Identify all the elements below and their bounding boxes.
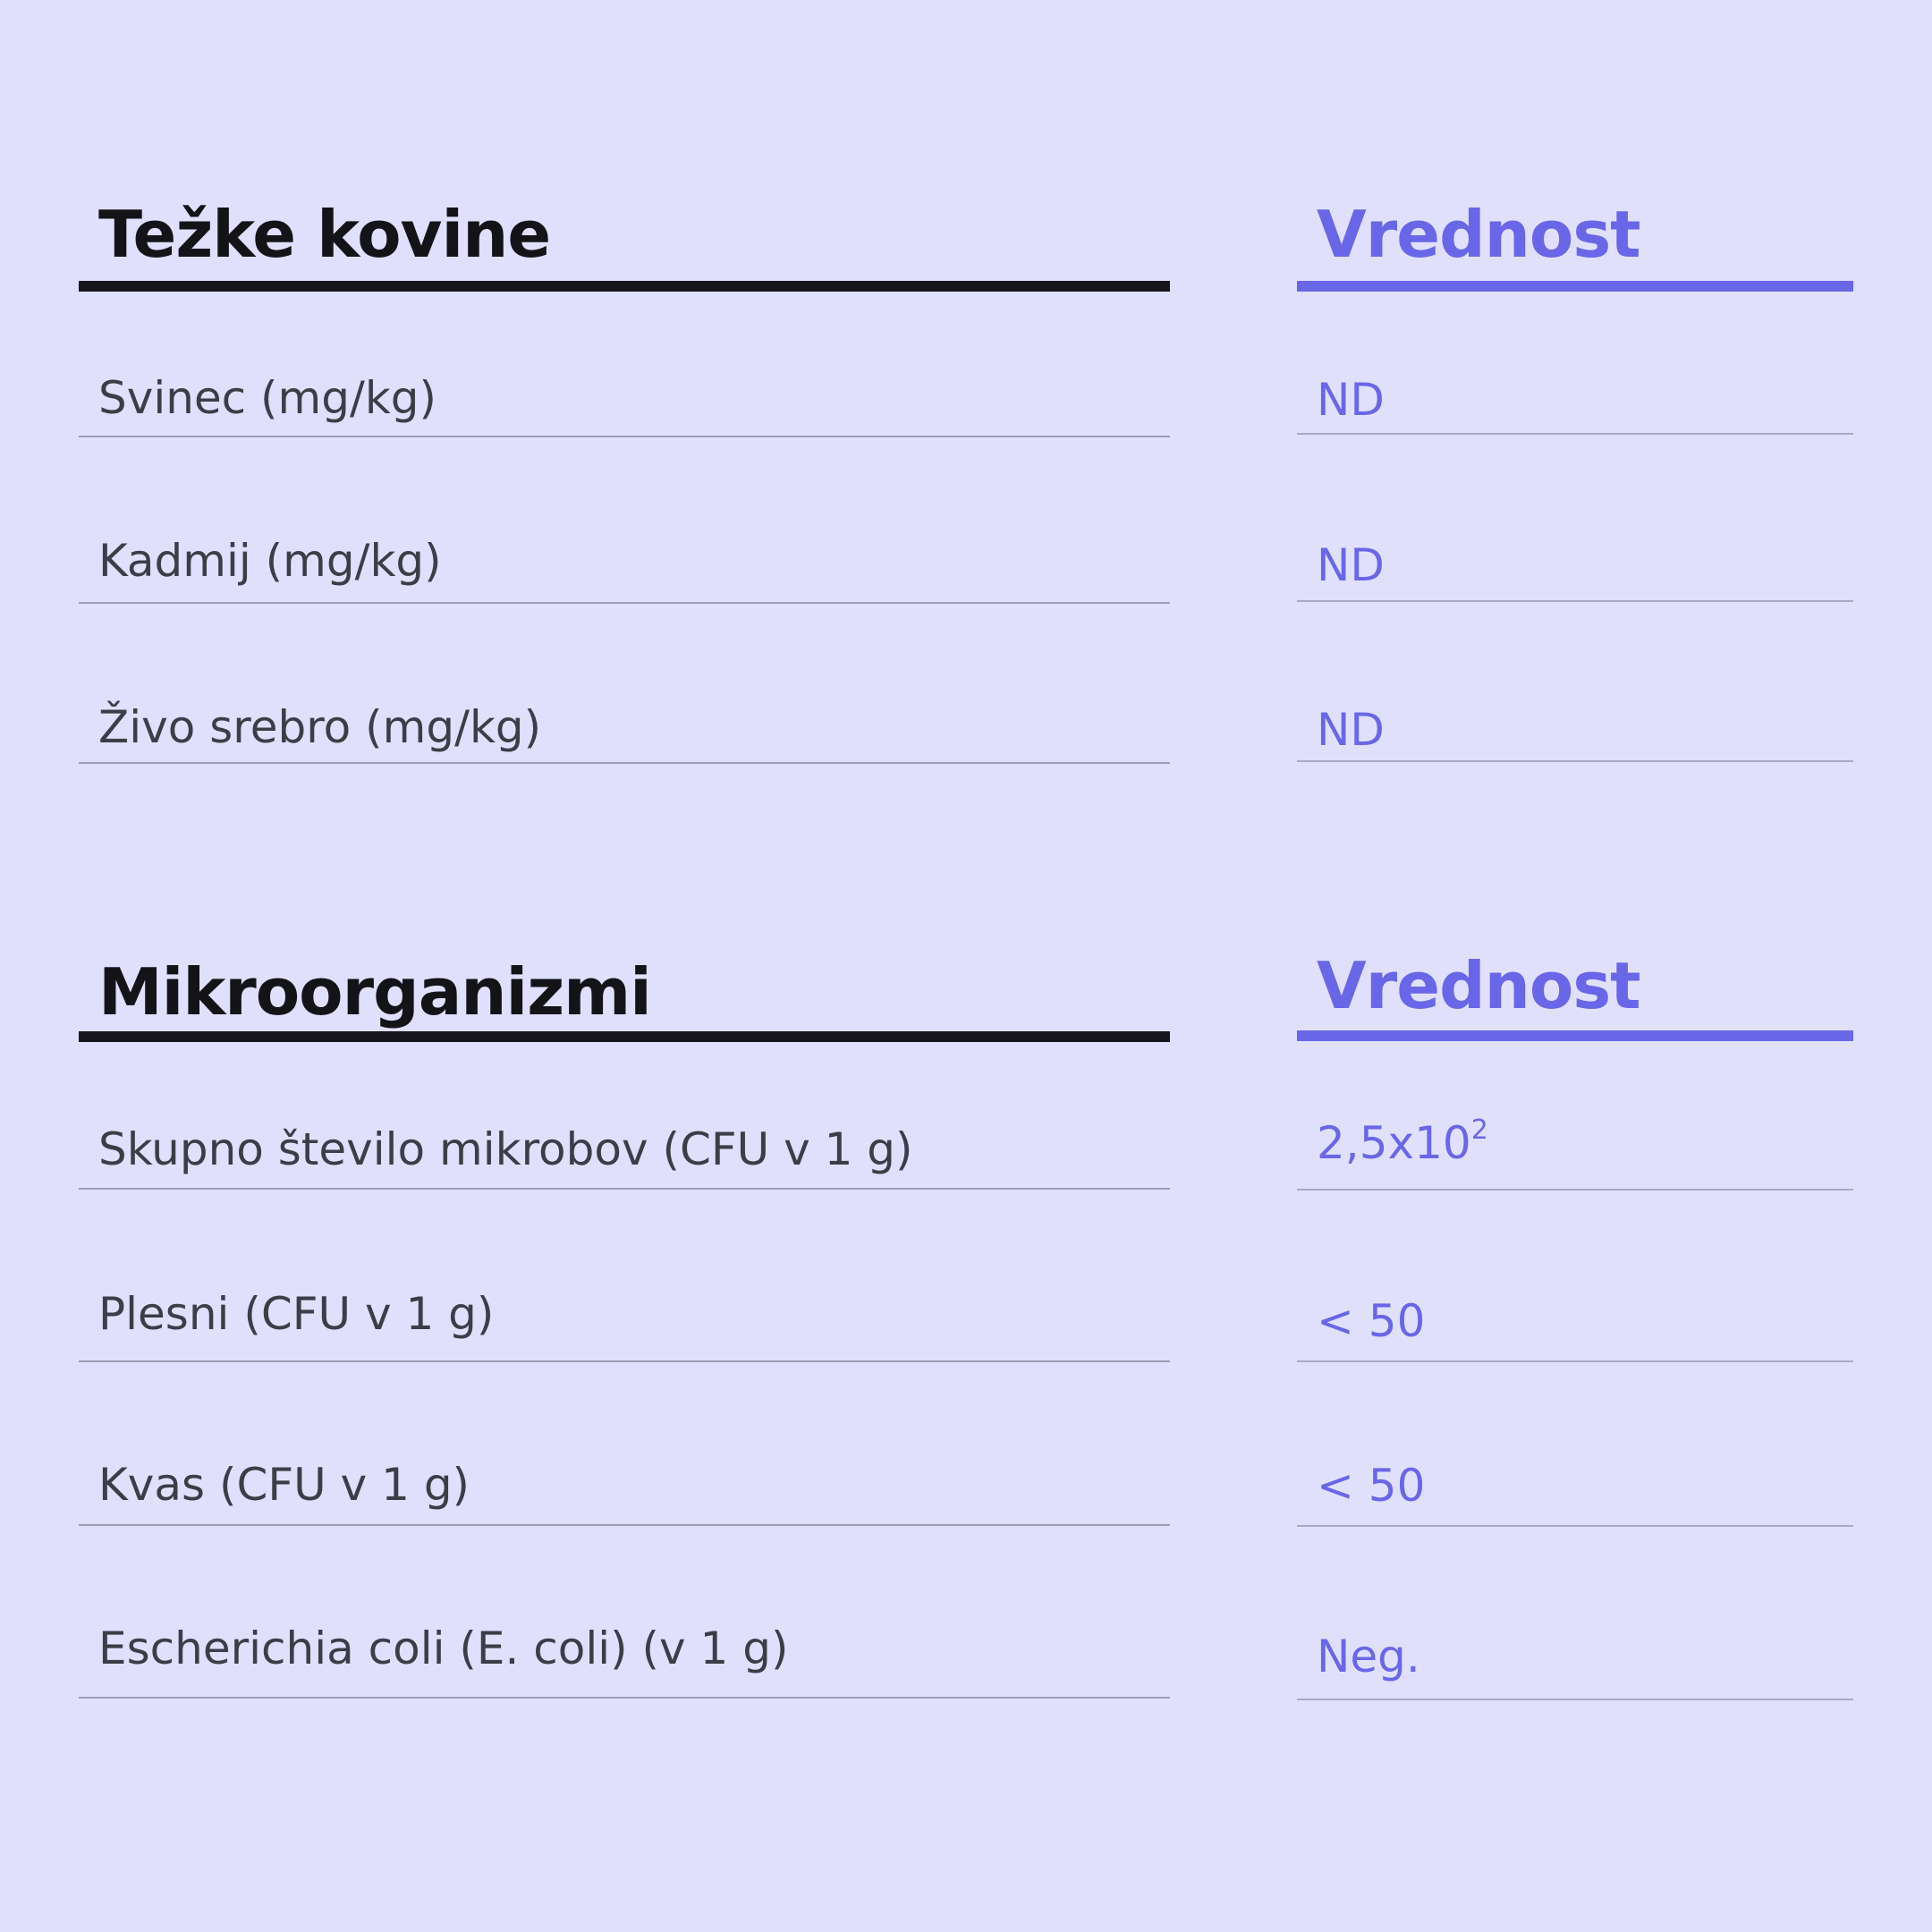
row-divider [79, 1188, 1170, 1190]
row-divider [1297, 1189, 1853, 1191]
row-divider [1297, 600, 1853, 602]
section-rule-right [1297, 1030, 1853, 1041]
section-title-heavy-metals: Težke kovine [98, 197, 551, 272]
section-rule-right [1297, 281, 1853, 292]
row-value-mercury: ND [1317, 704, 1385, 756]
row-label-total-microbes: Skupno število mikrobov (CFU v 1 g) [98, 1123, 913, 1175]
row-value-molds: < 50 [1317, 1295, 1426, 1347]
row-divider [79, 1524, 1170, 1526]
value-header-heavy-metals: Vrednost [1317, 197, 1640, 272]
row-value-cadmium: ND [1317, 539, 1385, 591]
row-label-yeast: Kvas (CFU v 1 g) [98, 1459, 470, 1511]
value-base: 2,5x10 [1317, 1117, 1471, 1169]
row-label-mercury: Živo srebro (mg/kg) [98, 701, 542, 753]
row-label-molds: Plesni (CFU v 1 g) [98, 1288, 495, 1340]
row-divider [1297, 1525, 1853, 1527]
row-label-ecoli: Escherichia coli (E. coli) (v 1 g) [98, 1623, 789, 1674]
row-value-lead: ND [1317, 374, 1385, 426]
value-exponent: 2 [1470, 1114, 1488, 1146]
section-rule-left [79, 1031, 1170, 1042]
row-value-total-microbes [1317, 1114, 1488, 1169]
row-divider [79, 1697, 1170, 1699]
value-header-microorganisms: Vrednost [1317, 948, 1640, 1023]
row-divider [1297, 760, 1853, 762]
row-divider [79, 762, 1170, 764]
row-value-ecoli: Neg. [1317, 1631, 1420, 1682]
row-divider [79, 1360, 1170, 1362]
row-divider [1297, 1360, 1853, 1362]
row-divider [1297, 433, 1853, 435]
section-rule-left [79, 281, 1170, 292]
row-value-yeast: < 50 [1317, 1460, 1426, 1512]
row-label-cadmium: Kadmij (mg/kg) [98, 535, 442, 587]
row-divider [1297, 1699, 1853, 1700]
section-title-microorganisms: Mikroorganizmi [98, 954, 651, 1030]
row-divider [79, 602, 1170, 604]
row-divider [79, 436, 1170, 437]
row-label-lead: Svinec (mg/kg) [98, 372, 437, 424]
